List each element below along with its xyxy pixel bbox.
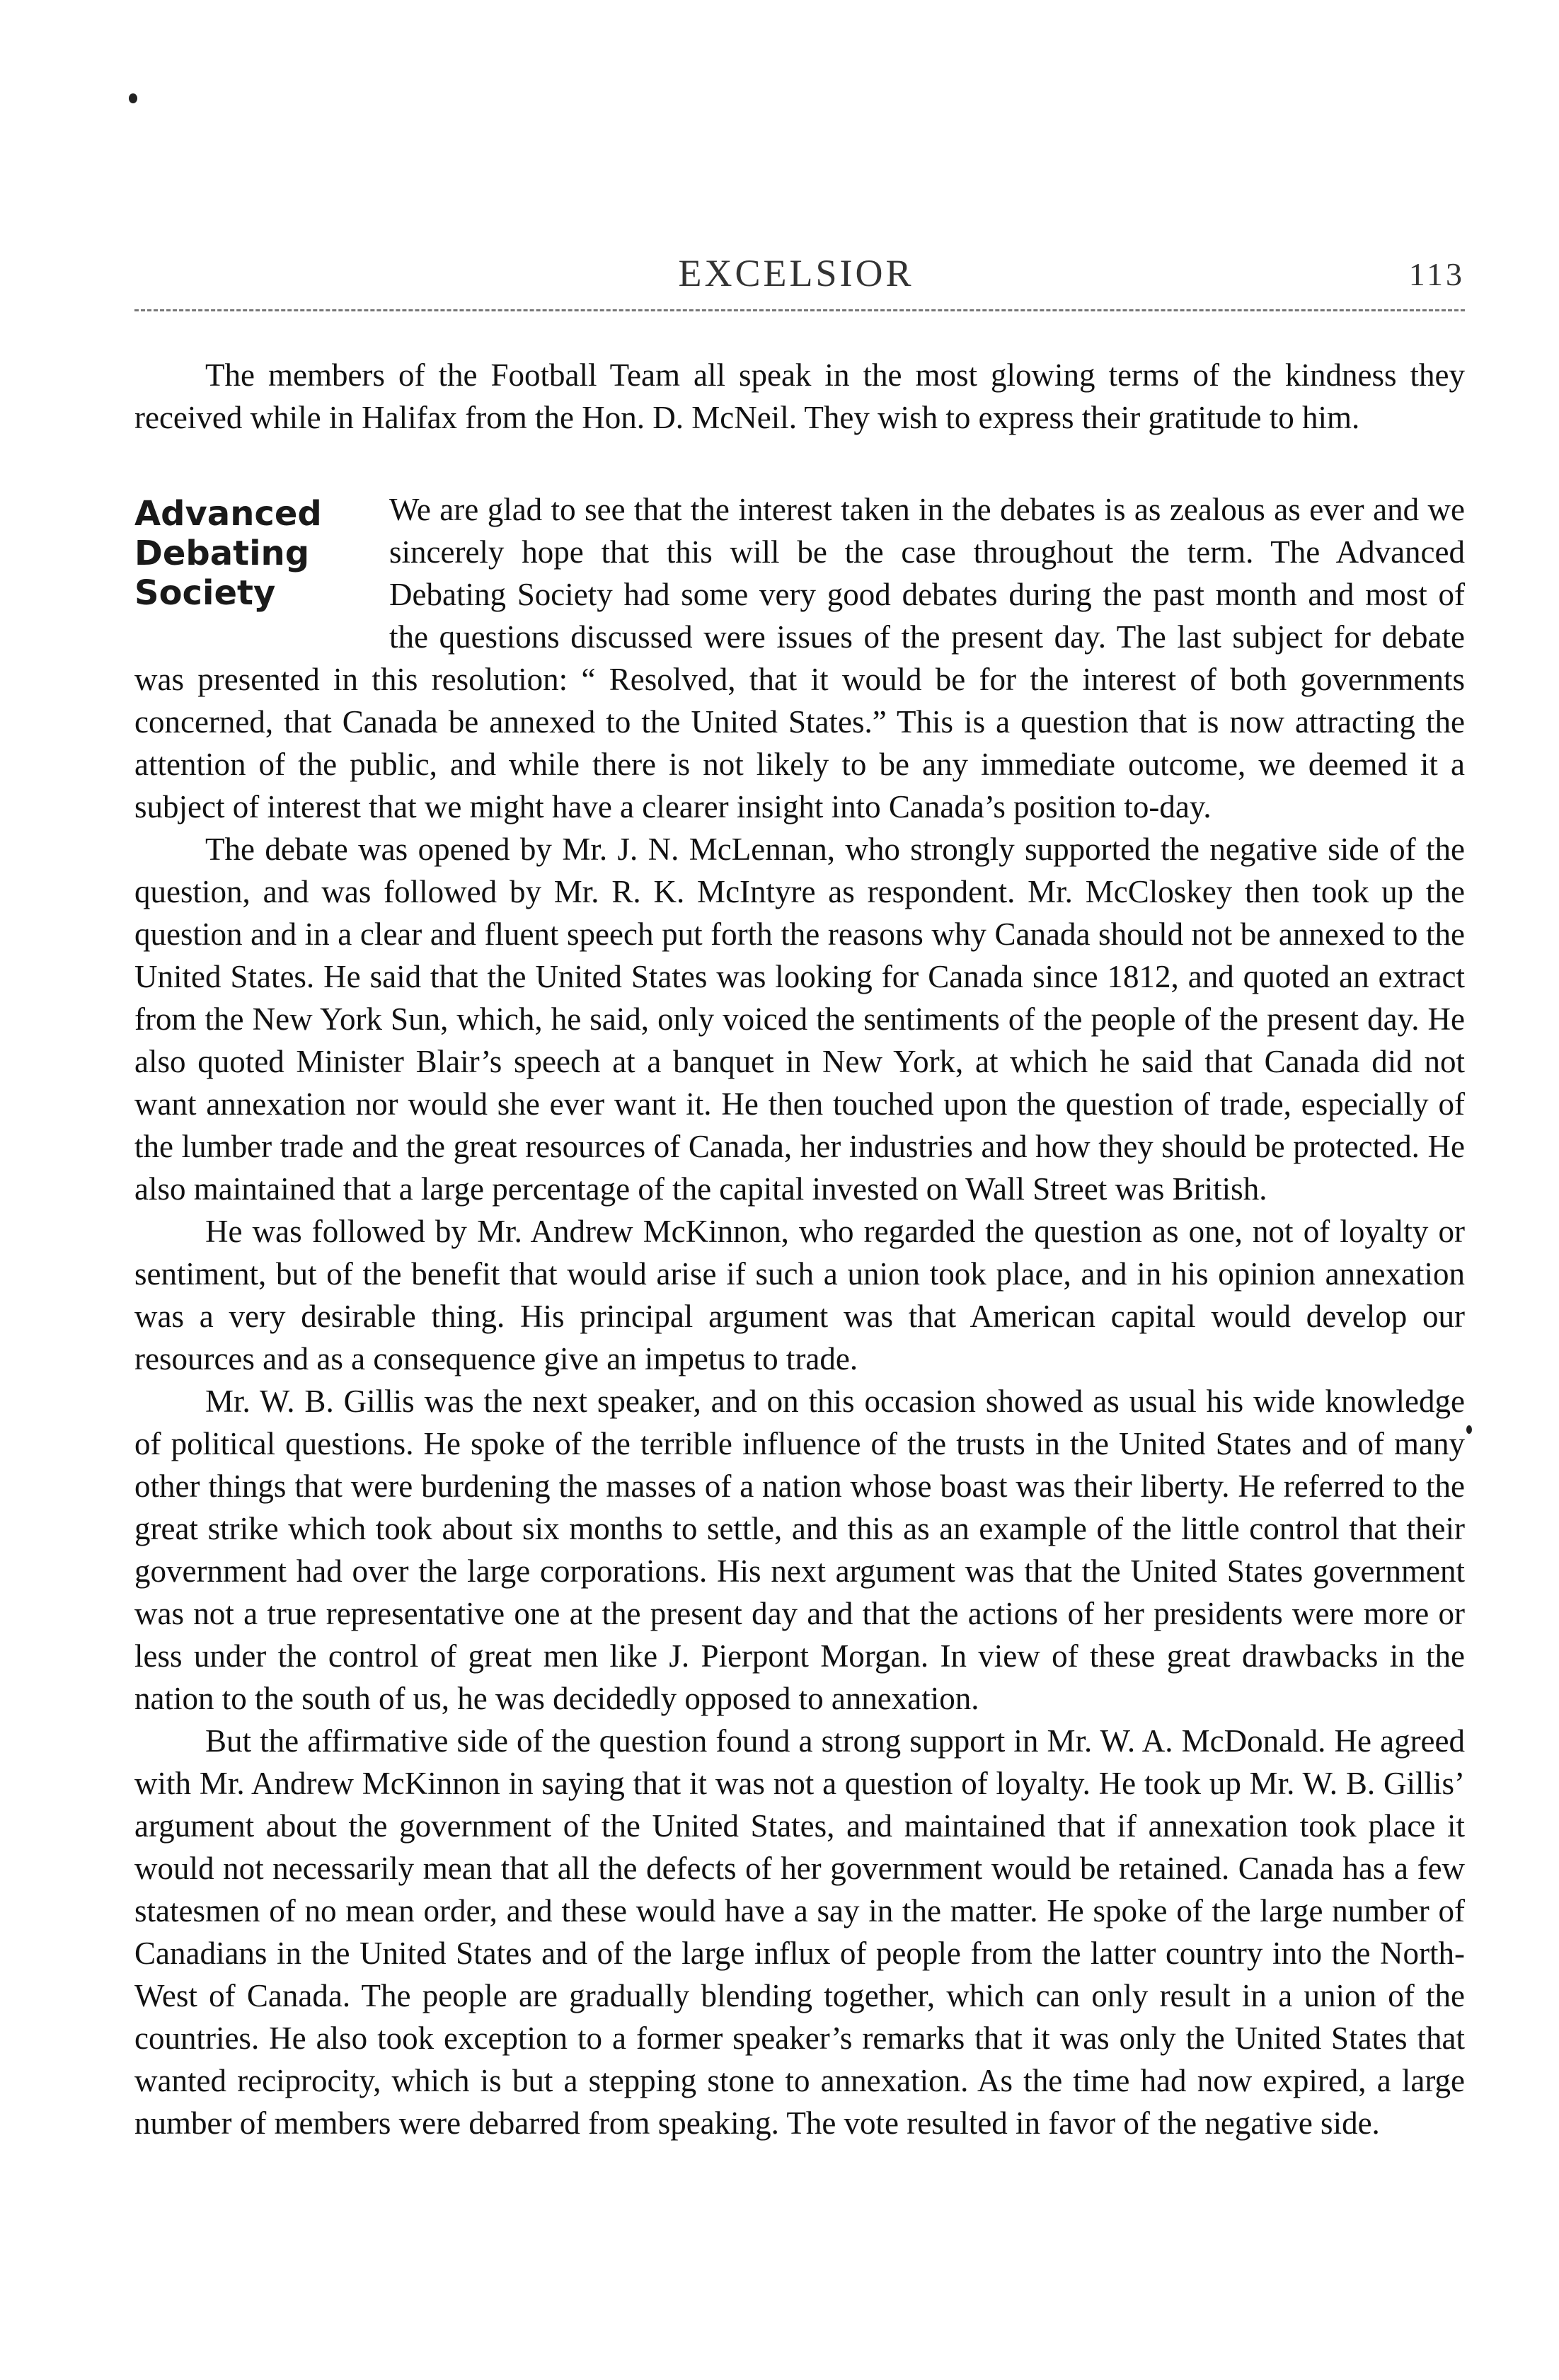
debate-paragraph: But the affirmative side of the question found a strong support in Mr. W. A. McDonald. He agreed with Mr. Andrew McKinnon in saying that it was not a question of loyalty. He took up Mr. W. B. Gillis’ argument about the government of the United States, and maintained that if annexation took place it would not necessarily mean that all the defects of her government would be retained. Canada has a few statesmen of no mean order, and these would have a say in the matter. He spoke of the large number of Canadians in the United States and of the large influx of people from the latter country into the North-West of Canada. The people are gradually blending together, which can only result in a union of the countries. He also took exception to a former speaker’s remarks that it was only the United States that wanted reciprocity, which is but a stepping stone to annexation. As the time had now expired, a large number of members were debarred from speaking. The vote resulted in favor of the negative side. (134, 1723, 1465, 2141)
debate-paragraph: We are glad to see that the interest taken in the debates is as zealous as ever and we sincerely hope that this will be the case throughout the term. The Advanced Debating Society had some very good debates during the past month and most of the questions discussed were issues of the present day. The last subject for debate was presented in this resolution: “ Resolved, that it would be for the interest of both governments concerned, that Canada be annexed to the United States.” This is a question that is now attracting the attention of the public, and while there is not likely to be any immediate outcome, we deemed it a subject of interest that we might have a clearer insight into Canada’s position to-day. (134, 492, 1465, 824)
stray-ink-mark (129, 93, 137, 103)
football-paragraph: The members of the Football Team all speak in the most glowing terms of the kindness they received while in Halifax from the Hon. D. McNeil. They wish to express their gratitude to him. (134, 357, 1465, 435)
running-head (127, 251, 1465, 301)
debate-paragraph: He was followed by Mr. Andrew McKinnon, who regarded the question as one, not of loyalty or sentiment, but of the benefit that would arise if such a union took place, and in his opinion annexation was a very desirable thing. His principal argument was that American capital would develop our resources and as a consequence give an impetus to trade. (134, 1214, 1465, 1376)
debate-paragraph: Mr. W. B. Gillis was the next speaker, and on this occasion showed as usual his wide knowledge of political questions. He spoke of the terrible influence of the trusts in the United States and of many other things that were burdening the masses of a nation whose boast was their liberty. He referred to the great strike which took about six months to settle, and this as an example of the little control that their government had over the large corporations. His next argument was that the United States government was not a true representative one at the present day and that the actions of her presidents were more or less under the control of great men like J. Pierpont Morgan. In view of these great drawbacks in the nation to the south of us, he was decidedly opposed to annexation. (134, 1384, 1465, 1716)
header-rule (134, 309, 1465, 311)
section-heading-line: Advanced (134, 494, 322, 534)
section-heading-line: Debating (134, 534, 310, 573)
stray-ink-mark (1466, 1425, 1472, 1434)
page-number: 113 (1408, 256, 1465, 292)
football-note (134, 354, 1465, 439)
section-heading (134, 494, 361, 613)
section-heading-line: Society (134, 573, 276, 613)
debate-paragraph: The debate was opened by Mr. J. N. McLennan, who strongly supported the negative side of the question, and was followed by Mr. R. K. McIntyre as respondent. Mr. McCloskey then took up the question and in a clear and fluent speech put forth the reasons why Canada should not be annexed to the United States. He said that the United States was looking for Canada since 1812, and quoted an extract from the New York Sun, which, he said, only voiced the sentiments of the people of the present day. He also quoted Minister Blair’s speech at a banquet in New York, at which he said that Canada did not want annexation nor would she ever want it. He then touched upon the question of trade, especially of the lumber trade and the great resources of Canada, her industries and how they should be protected. He also maintained that a large percentage of the capital invested on Wall Street was British. (134, 832, 1465, 1207)
advanced-debating-section (134, 488, 1465, 2144)
running-title: EXCELSIOR (678, 252, 914, 294)
